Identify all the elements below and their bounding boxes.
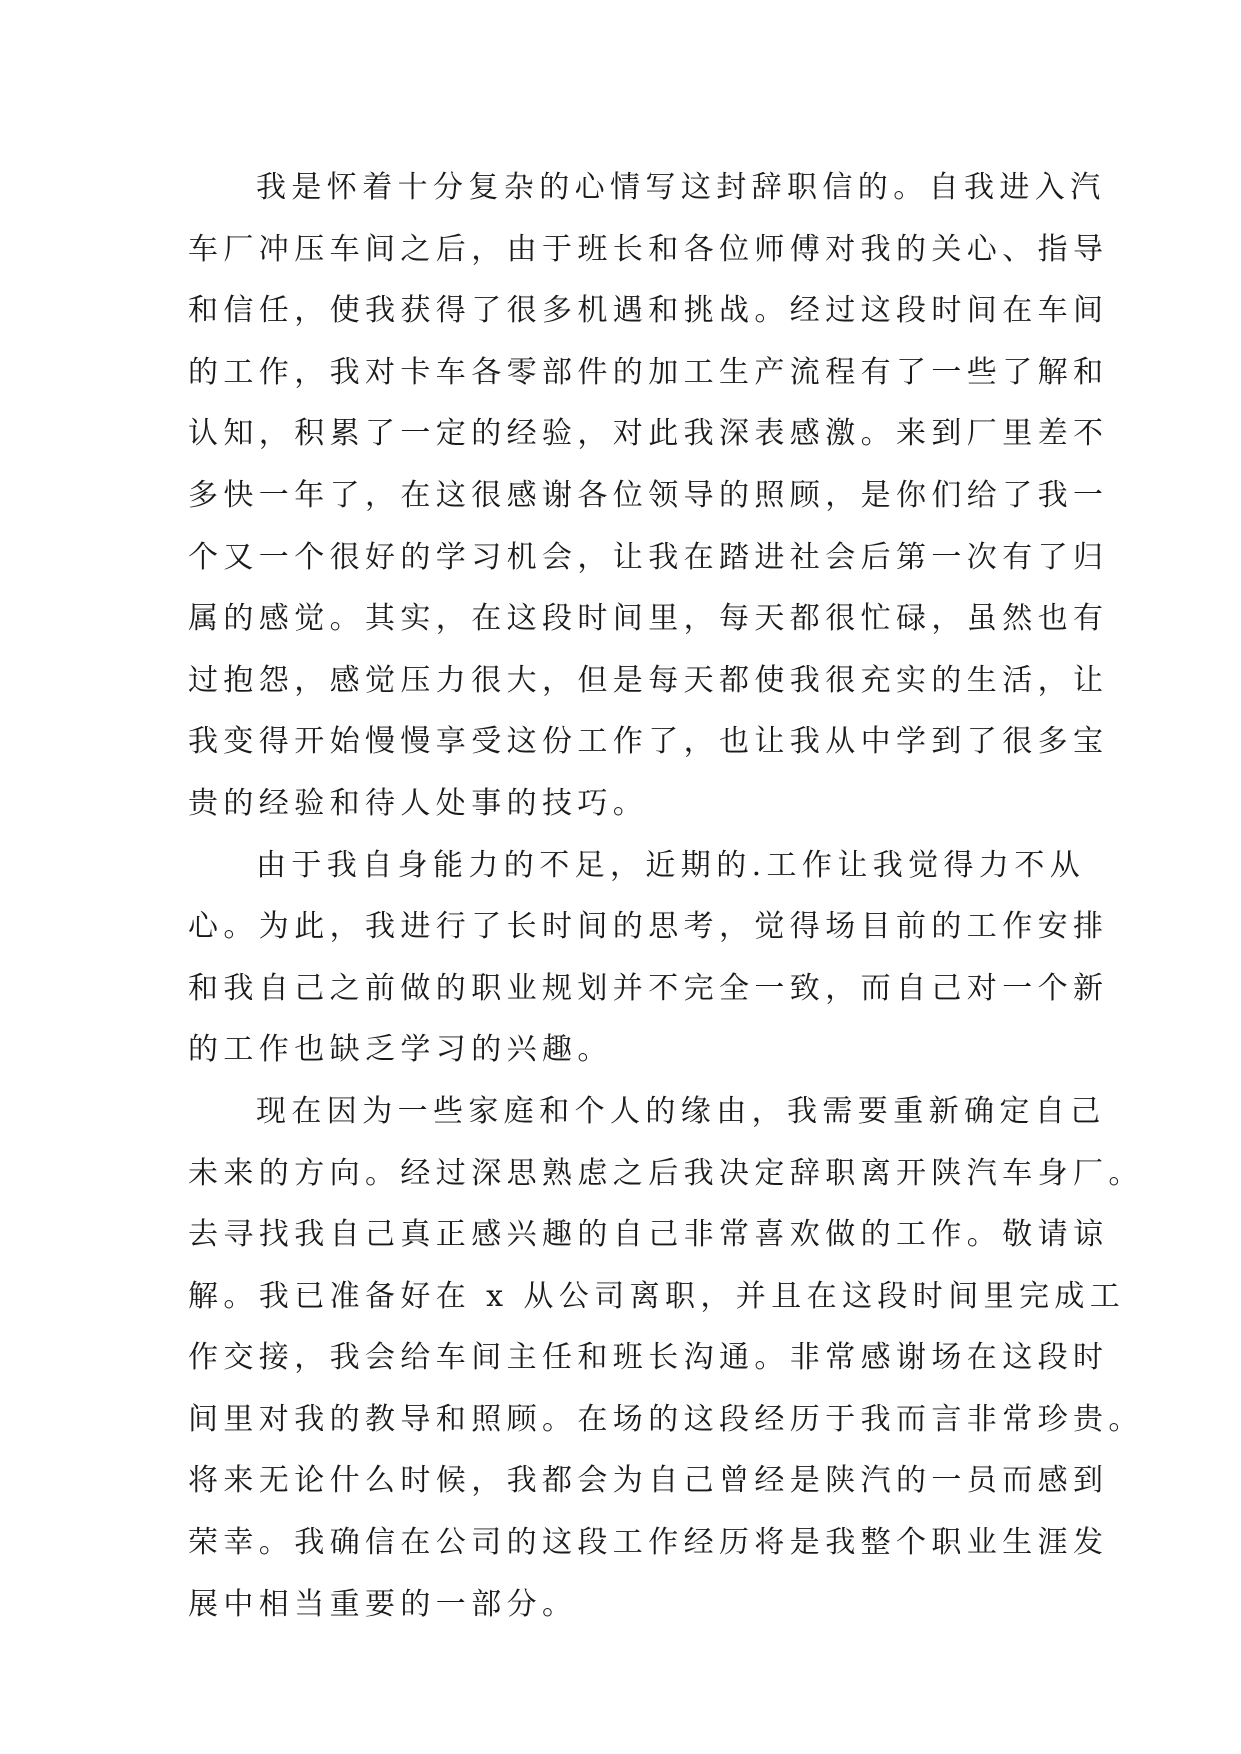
text-line: 间里对我的教导和照顾。在场的这段经历于我而言非常珍贵。 bbox=[188, 1401, 1144, 1437]
text-line: 的工作，我对卡车各零部件的加工生产流程有了一些了解和 bbox=[188, 354, 1109, 390]
text-line: 现在因为一些家庭和个人的缘由，我需要重新确定自己 bbox=[256, 1093, 1106, 1129]
paragraph-3 bbox=[188, 1081, 1144, 1635]
text-line: 贵的经验和待人处事的技巧。 bbox=[188, 785, 649, 821]
text-line: 我变得开始慢慢享受这份工作了，也让我从中学到了很多宝 bbox=[188, 724, 1109, 760]
text-line: 的工作也缺乏学习的兴趣。 bbox=[188, 1032, 613, 1068]
text-line: 和信任，使我获得了很多机遇和挑战。经过这段时间在车间 bbox=[188, 293, 1109, 329]
text-line: 个又一个很好的学习机会，让我在踏进社会后第一次有了归 bbox=[188, 539, 1109, 575]
text-line: 由于我自身能力的不足，近期的.工作让我觉得力不从 bbox=[256, 847, 1086, 883]
text-line: 多快一年了，在这很感谢各位领导的照顾，是你们给了我一 bbox=[188, 477, 1109, 513]
text-line: 车厂冲压车间之后，由于班长和各位师傅对我的关心、指导 bbox=[188, 231, 1109, 267]
text-line: 将来无论什么时候，我都会为自己曾经是陕汽的一员而感到 bbox=[188, 1463, 1109, 1499]
text-line: 荣幸。我确信在公司的这段工作经历将是我整个职业生涯发 bbox=[188, 1525, 1109, 1561]
text-line: 作交接，我会给车间主任和班长沟通。非常感谢场在这段时 bbox=[188, 1340, 1109, 1376]
text-line: 解。我已准备好在 x 从公司离职，并且在这段时间里完成工 bbox=[188, 1278, 1126, 1314]
text-line: 展中相当重要的一部分。 bbox=[188, 1586, 578, 1622]
text-line: 心。为此，我进行了长时间的思考，觉得场目前的工作安排 bbox=[188, 909, 1109, 945]
paragraph-2 bbox=[188, 835, 1109, 1081]
text-line: 我是怀着十分复杂的心情写这封辞职信的。自我进入汽 bbox=[256, 170, 1106, 205]
text-line: 属的感觉。其实，在这段时间里，每天都很忙碌，虽然也有 bbox=[188, 601, 1109, 637]
letter-body bbox=[188, 157, 1144, 1635]
paragraph-1 bbox=[188, 157, 1109, 835]
text-line: 过抱怨，感觉压力很大，但是每天都使我很充实的生活，让 bbox=[188, 662, 1109, 698]
text-line: 未来的方向。经过深思熟虑之后我决定辞职离开陕汽车身厂。 bbox=[188, 1155, 1144, 1191]
text-line: 去寻找我自己真正感兴趣的自己非常喜欢做的工作。敬请谅 bbox=[188, 1217, 1109, 1253]
text-line: 认知，积累了一定的经验，对此我深表感激。来到厂里差不 bbox=[188, 416, 1109, 452]
text-line: 和我自己之前做的职业规划并不完全一致，而自己对一个新 bbox=[188, 970, 1109, 1006]
